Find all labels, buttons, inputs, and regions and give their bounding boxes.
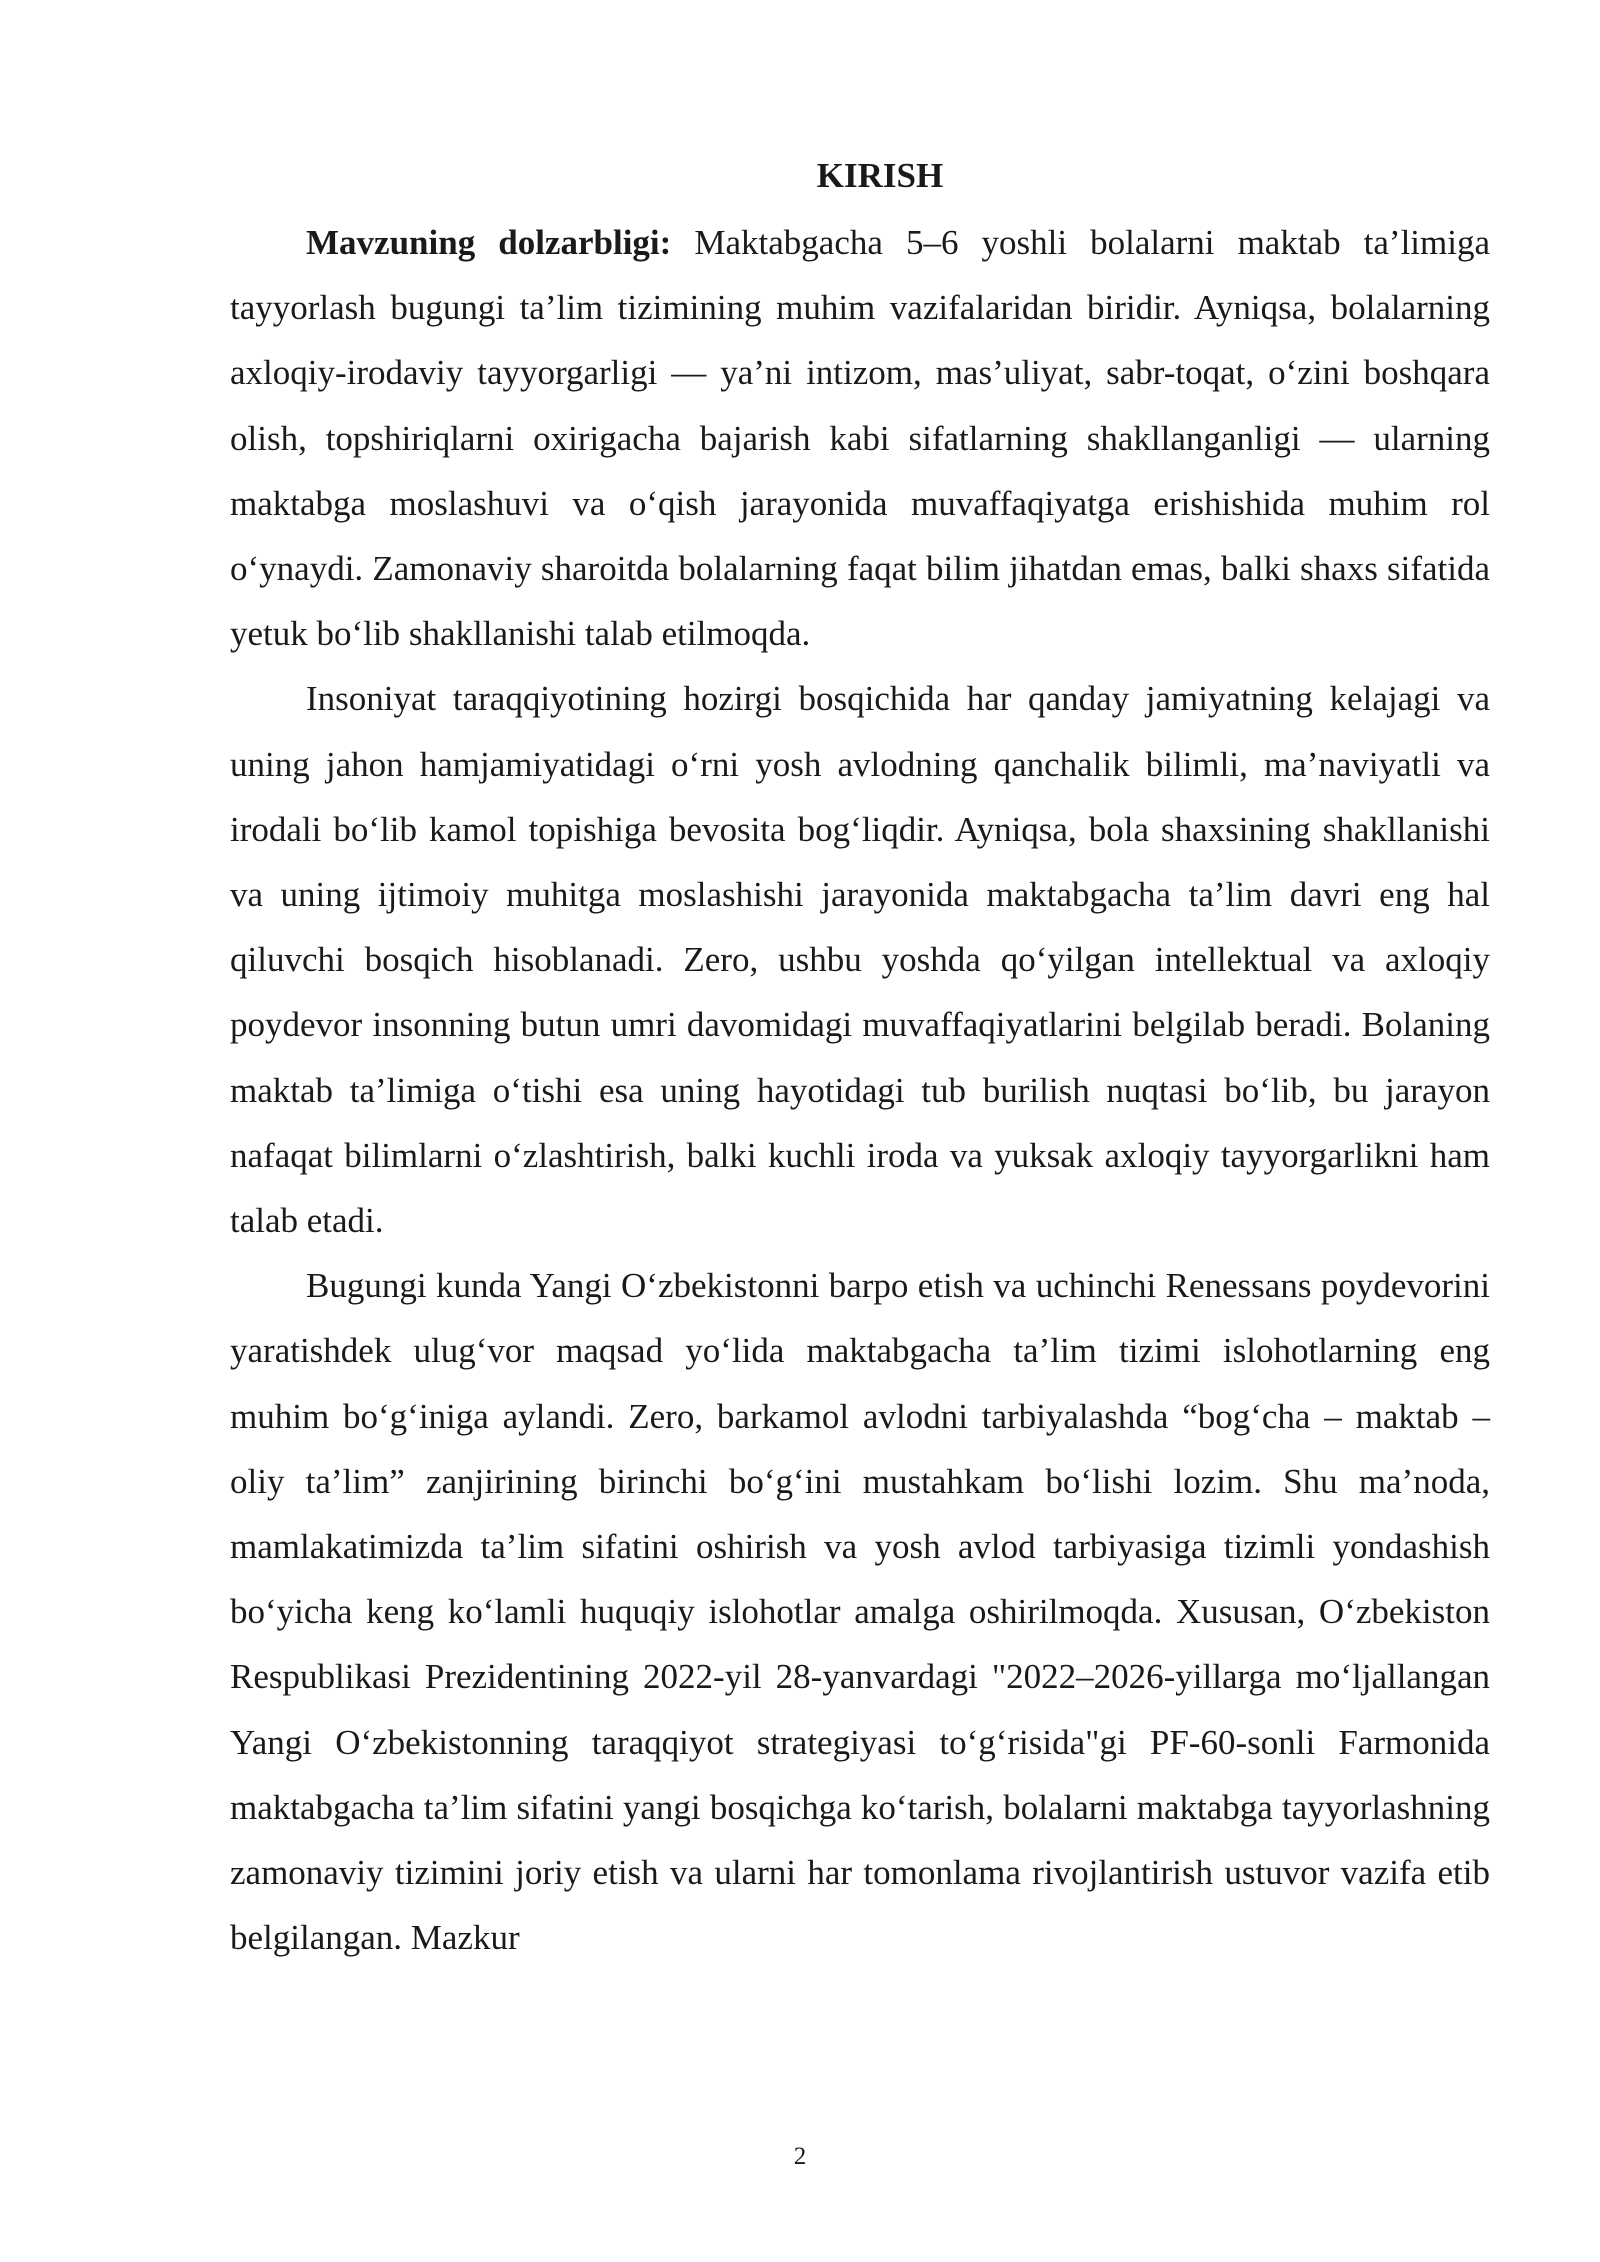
- section-heading: KIRISH: [816, 156, 944, 195]
- paragraph-text: Insoniyat taraqqiyotining hozirgi bosqichida har qanday jamiyatning kelajagi va uning jahon hamjamiyatidagi o‘rni yosh avlodning qanchalik bilimli, ma’naviyatli va irodali bo‘lib kamol topishiga bevosita bog‘liqdir. Ayniqsa, bola shaxsining shakllanishi va uning ijtimoiy muhitga moslashishi jarayonida maktabgacha ta’lim davri eng hal qiluvchi bosqich hisoblanadi. Zero, ushbu yoshda qo‘yilgan intellektual va axloqiy poydevor insonning butun umri davomidagi muvaffaqiyatlarini belgilab beradi. Bolaning maktab ta’limiga o‘tishi esa uning hayotidagi tub burilish nuqtasi bo‘lib, bu jarayon nafaqat bilimlarni o‘zlashtirish, balki kuchli iroda va yuksak axloqiy tayyorgarlikni ham talab etadi.: [230, 679, 1490, 1241]
- paragraph-lead-label: Mavzuning dolzarbligi:: [306, 223, 672, 262]
- paragraph-text: Bugungi kunda Yangi O‘zbekistonni barpo etish va uchinchi Renessans poydevorini yaratishdek ulug‘vor maqsad yo‘lida maktabgacha ta’lim tizimi islohotlarning eng muhim bo‘g‘iniga aylandi. Zero, barkamol avlodni tarbiyalashda “bog‘cha – maktab – oliy ta’lim” zanjirining birinchi bo‘g‘ini mustahkam bo‘lishi lozim. Shu ma’noda, mamlakatimizda ta’lim sifatini oshirish va yosh avlod tarbiyasiga tizimli yondashish bo‘yicha keng ko‘lamli huquqiy islohotlar amalga oshirilmoqda. Xususan, O‘zbekiston Respublikasi Prezidentining 2022-yil 28-yanvardagi "2022–2026-yillarga mo‘ljallangan Yangi O‘zbekistonning taraqqiyot strategiyasi to‘g‘risida"gi PF-60-sonli Farmonida maktabgacha ta’lim sifatini yangi bosqichga ko‘tarish, bolalarni maktabga tayyorlashning zamonaviy tizimini joriy etish va ularni har tomonlama rivojlantirish ustuvor vazifa etib belgilangan. Mazkur: [230, 1266, 1490, 1958]
- paragraph-relevance: [230, 210, 1490, 666]
- paragraph-text: Maktabgacha 5–6 yoshli bolalarni maktab ta’limiga tayyorlash bugungi ta’lim tizimining muhim vazifalaridan biridir. Ayniqsa, bolalarning axloqiy-irodaviy tayyorgarligi — ya’ni intizom, mas’uliyat, sabr-toqat, o‘zini boshqara olish, topshiriqlarni oxirigacha bajarish kabi sifatlarning shakllanganligi — ularning maktabga moslashuvi va o‘qish jarayonida muvaffaqiyatga erishishida muhim rol o‘ynaydi. Zamonaviy sharoitda bolalarning faqat bilim jihatdan emas, balki shaxs sifatida yetuk bo‘lib shakllanishi talab etilmoqda.: [230, 223, 1490, 654]
- paragraph-reforms: [230, 1253, 1490, 1970]
- paragraph-society: [230, 666, 1490, 1253]
- document-page: [230, 150, 1490, 1970]
- page-number: 2: [793, 2143, 807, 2170]
